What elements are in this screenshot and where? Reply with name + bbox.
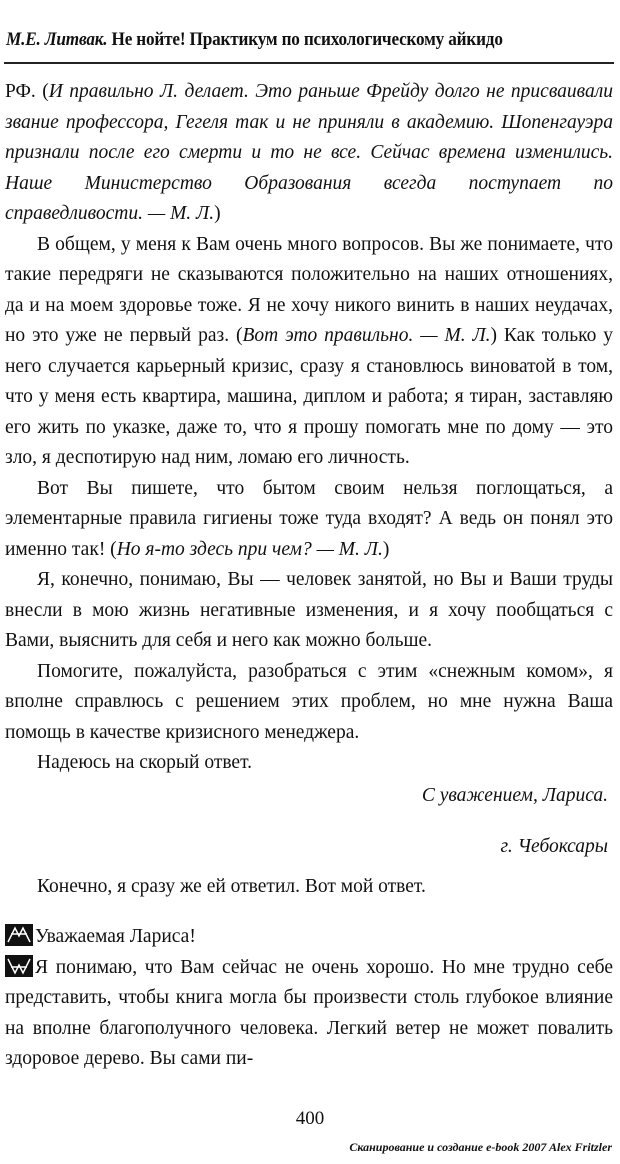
footer-credit: Сканирование и создание e-book 2007 Alex Fritzler <box>349 1140 612 1154</box>
text-run: Вот Вы пишете, что бытом своим нельзя поглощаться, а элементарные правила гигиены тоже туда входят? А ведь он понял это именно так! ( <box>5 477 613 560</box>
letter-paragraph-6: Надеюсь на скорый ответ. <box>37 752 253 773</box>
letter-body <box>5 77 613 779</box>
letter-signature: С уважением, Лариса. <box>421 785 608 806</box>
author-comment: И правильно Л. делает. Это раньше Фрейду долго не присваивали звание профессора, Гегеля так и не приняли в академию. Шопенгауэра признали после его смерти и то не все. Сейчас времена изменились. Наше Министерство Образования всегда поступает по справедливости. — М. Л. <box>5 81 613 224</box>
header-title: Не нойте! Практикум по психологическому айкидо <box>111 30 503 50</box>
text-run: ) <box>214 203 221 224</box>
answer-paragraph <box>5 953 613 1075</box>
letter-paragraph-5: Помогите, пожалуйста, разобраться с этим «снежным комом», я вполне справлюсь с решением этих проблем, но мне нужна Ваша помощь в качестве кризисного менеджера. <box>5 660 613 743</box>
page-number: 400 <box>295 1108 325 1129</box>
answer-greeting-line <box>5 922 613 953</box>
header-divider <box>4 62 614 64</box>
letter-paragraph-3 <box>5 474 613 566</box>
answer-greeting: Уважаемая Лариса! <box>35 926 196 947</box>
header-author: М.Е. Литвак. <box>6 30 108 50</box>
running-header <box>6 30 570 51</box>
text-run: ) Как только у него случается карьерный кризис, сразу я становлюсь виноватой в том, что у меня есть квартира, машина, диплом и работа; я тиран, заставляю его жить по указке, даже то, что я прошу помогать мне по дому — это зло, я деспотирую над ним, ломаю его личность. <box>5 325 613 468</box>
letter-paragraph-2 <box>5 230 613 474</box>
answer-body <box>5 922 613 1075</box>
text-run: РФ. ( <box>5 81 49 102</box>
letter-paragraph-4: Я, конечно, понимаю, Вы — человек занятой, но Вы и Ваши труды внесли в мою жизнь негативные изменения, и я хочу пообщаться с Вами, выяснить для себя и него как можно больше. <box>5 569 613 651</box>
ornament-icon <box>5 955 33 977</box>
letter-paragraph-1 <box>5 77 613 230</box>
text-run: В общем, у меня к Вам очень много вопросов. Вы же понимаете, что такие передряги не сказываются положительно на наших отношениях, да и на моем здоровье тоже. Я не хочу никого винить в наших неудачах, но это уже не первый раз. ( <box>5 233 613 346</box>
author-comment: Но я-то здесь при чем? — М. Л. <box>116 538 383 560</box>
answer-text: Я понимаю, что Вам сейчас не очень хорошо. Но мне трудно себе представить, чтобы книга могла бы произвести столь глубокое влияние на вполне благополучного человека. Легкий ветер не может повалить здоровое дерево. Вы сами пи- <box>5 956 613 1069</box>
answer-intro: Конечно, я сразу же ей ответил. Вот мой ответ. <box>37 876 426 897</box>
author-comment: Вот это правильно. — М. Л. <box>242 325 491 346</box>
letter-city: г. Чебоксары <box>500 836 608 857</box>
ornament-icon <box>5 924 33 946</box>
text-run: ) <box>382 538 390 560</box>
